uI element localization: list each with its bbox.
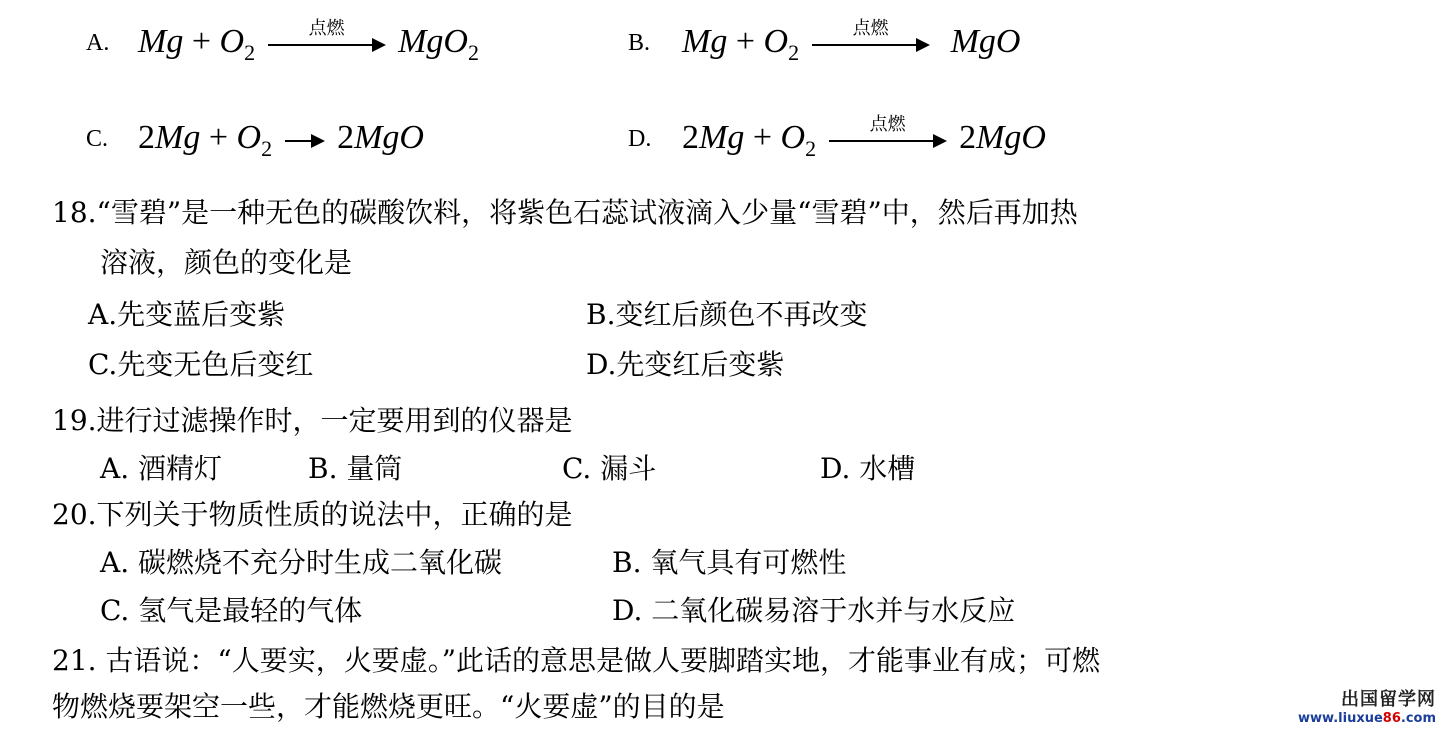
product: MgO — [950, 23, 1021, 60]
q17-option-c — [86, 126, 108, 153]
q19-option-b: B. 量筒 — [308, 452, 403, 485]
q17-option-a — [86, 30, 109, 57]
q21-stem-line2: 物燃烧要架空一些，才能燃烧更旺。“火要虚”的目的是 — [52, 690, 725, 723]
coefficient: 2 — [959, 119, 977, 156]
coefficient: 2 — [682, 119, 699, 156]
option-label: C. — [86, 126, 109, 152]
subscript: 2 — [261, 136, 273, 161]
subscript: 2 — [788, 40, 800, 65]
reactant-o: O — [236, 119, 262, 156]
q18-option-c: C.先变无色后变红 — [88, 348, 314, 381]
subscript: 2 — [467, 40, 479, 65]
reactant-mg: Mg — [155, 119, 201, 156]
reaction-arrow — [829, 114, 947, 155]
q18-option-b: B.变红后颜色不再改变 — [586, 298, 868, 331]
reaction-arrow — [812, 18, 930, 59]
product: MgO — [976, 119, 1046, 156]
q19-option-a: A. 酒精灯 — [100, 452, 223, 485]
q18-option-a: A.先变蓝后变紫 — [88, 298, 286, 331]
option-label: A. — [86, 30, 110, 56]
q17-equation-b — [682, 18, 1021, 65]
reactant-mg: Mg — [138, 23, 184, 60]
reactant-mg: Mg — [699, 119, 745, 156]
site-watermark — [1298, 685, 1436, 726]
plus-sign: + — [191, 23, 212, 60]
subscript: 2 — [805, 136, 817, 161]
q18-stem-line2: 溶液，颜色的变化是 — [100, 246, 353, 279]
reactant-o: O — [763, 23, 789, 60]
plus-sign: + — [208, 119, 229, 156]
option-label: D. — [628, 126, 652, 152]
q20-option-d: D. 二氧化碳易溶于水并与水反应 — [612, 594, 1016, 627]
q19-option-c: C. 漏斗 — [562, 452, 657, 485]
q19-option-d: D. 水槽 — [820, 452, 916, 485]
q17-equation-d — [682, 114, 1046, 161]
subscript: 2 — [244, 40, 256, 65]
q18-stem-line1: 18.“雪碧”是一种无色的碳酸饮料，将紫色石蕊试液滴入少量“雪碧”中，然后再加热 — [52, 196, 1078, 229]
watermark-url: www.liuxue86.com — [1298, 711, 1436, 726]
reactant-o: O — [780, 119, 806, 156]
watermark-title: 出国留学网 — [1341, 689, 1436, 710]
q20-option-c: C. 氢气是最轻的气体 — [100, 594, 363, 627]
product: MgO — [354, 119, 424, 156]
coefficient: 2 — [337, 119, 355, 156]
q20-option-b: B. 氧气具有可燃性 — [612, 546, 847, 579]
plus-sign: + — [735, 23, 756, 60]
product: MgO — [398, 23, 468, 60]
reaction-condition: 点燃 — [852, 18, 889, 40]
q21-stem-line1: 21. 古语说：“人要实，火要虚。”此话的意思是做人要脚踏实地，才能事业有成；可燃 — [52, 644, 1101, 677]
q17-option-d — [628, 126, 651, 153]
q20-stem: 20.下列关于物质性质的说法中，正确的是 — [52, 498, 573, 531]
reaction-condition: 点燃 — [869, 114, 906, 136]
q20-option-a: A. 碳燃烧不充分时生成二氧化碳 — [100, 546, 503, 579]
reaction-arrow — [285, 125, 325, 155]
q18-option-d: D.先变红后变紫 — [586, 348, 785, 381]
q17-equation-a — [138, 18, 479, 65]
option-label: B. — [628, 30, 651, 56]
q17-equation-c — [138, 118, 424, 161]
coefficient: 2 — [138, 119, 155, 156]
reactant-mg: Mg — [682, 23, 728, 60]
q19-stem: 19.进行过滤操作时，一定要用到的仪器是 — [52, 404, 573, 437]
reaction-arrow — [268, 18, 386, 59]
q17-option-b — [628, 30, 650, 57]
reactant-o: O — [219, 23, 245, 60]
reaction-condition: 点燃 — [308, 18, 345, 40]
plus-sign: + — [752, 119, 773, 156]
